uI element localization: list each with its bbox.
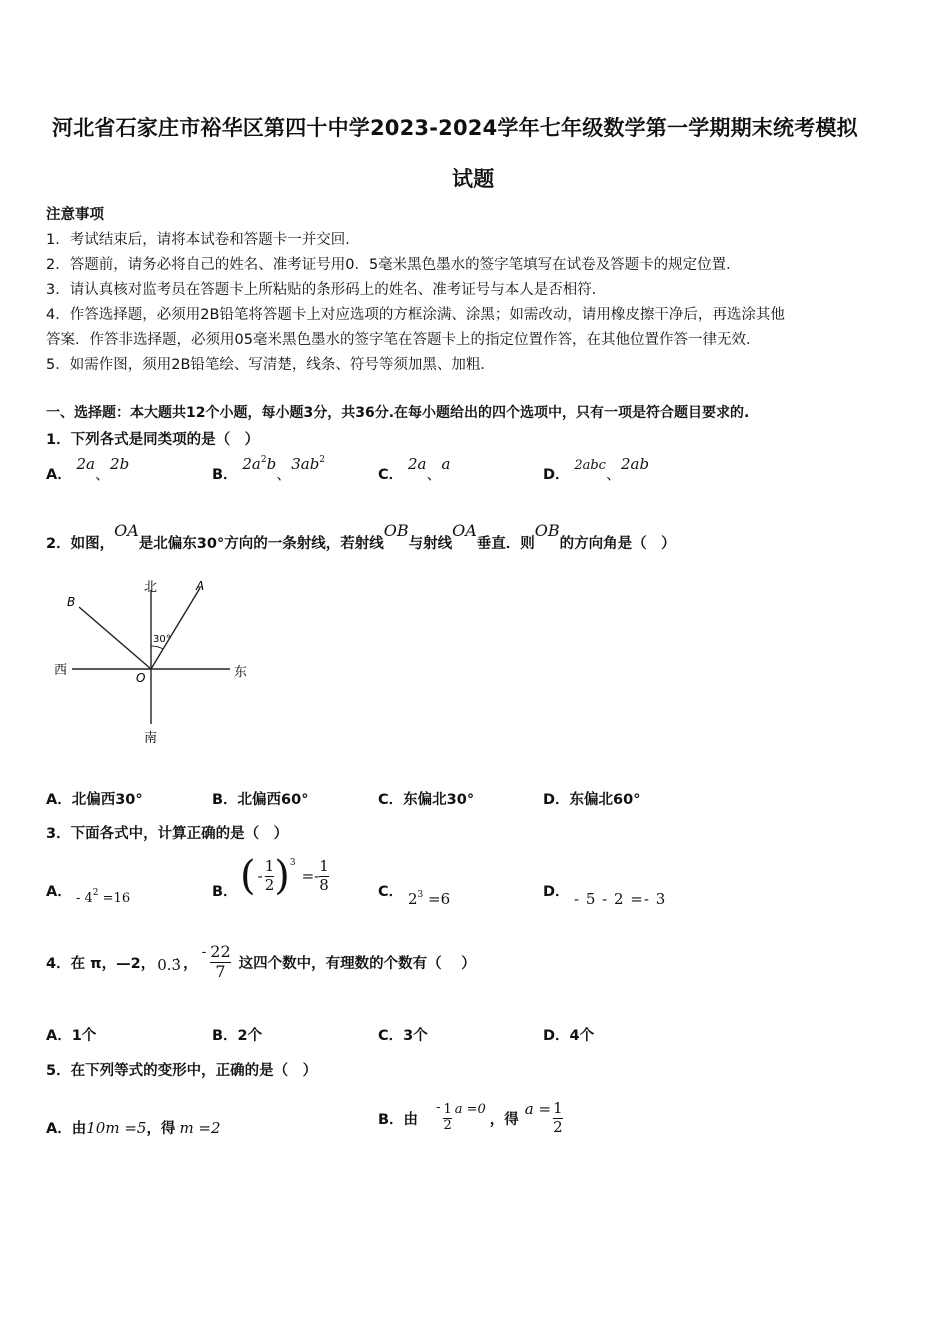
- q3-b-frac-den: 2: [264, 875, 275, 894]
- label-b: B: [67, 595, 76, 609]
- q2-ray-ob: OB: [383, 521, 409, 540]
- page-title: 河北省石家庄市裕华区第四十中学2023-2024学年七年级数学第一学期期末统考模拟: [52, 116, 858, 140]
- label-west: 西: [54, 663, 68, 678]
- q1-option-a[interactable]: [46, 455, 130, 484]
- q4-frac-num: 22: [210, 942, 231, 962]
- q2-option-d[interactable]: D．东偏北60°: [543, 792, 641, 808]
- q3-option-d-label: D．: [543, 884, 570, 900]
- q5-b-mid: ，得: [489, 1111, 519, 1128]
- angle-arc: [151, 646, 163, 649]
- q3-c-exp: 3: [417, 890, 424, 900]
- q1-a-term1: 2a: [76, 455, 96, 473]
- q4-frac: [210, 943, 230, 981]
- q4-stem-part2: 这四个数中，有理数的个数有（ ）: [238, 955, 476, 972]
- q1-d-term2: 2ab: [620, 455, 650, 473]
- q3-b-exp: 3: [289, 858, 296, 868]
- q3-a-result: =16: [98, 891, 131, 906]
- q1-option-b-label: B．: [212, 467, 238, 483]
- q1-b-term1a: 2a: [242, 455, 261, 473]
- q3-c-result: =6: [423, 890, 451, 908]
- q5-b-frac-den: 2: [443, 1117, 452, 1133]
- q1-d-sep: 、: [605, 465, 621, 483]
- q3-stem: 3．下面各式中，计算正确的是（ ）: [46, 826, 289, 842]
- q1-option-c-label: C．: [378, 467, 404, 483]
- q2-stem-part1: 2．如图，: [46, 536, 115, 552]
- notes-heading: 注意事项: [46, 207, 104, 223]
- q3-option-c-label: C．: [378, 884, 404, 900]
- q3-b-rparen: ): [274, 853, 290, 899]
- q2-option-a[interactable]: A．北偏西30°: [46, 792, 143, 808]
- q2-figure: [40, 570, 270, 755]
- q5-b-frac2-den: 2: [553, 1117, 563, 1136]
- label-o: O: [136, 671, 146, 685]
- q2-stem: [46, 521, 676, 553]
- q3-b-frac: [265, 858, 275, 894]
- q5-b-frac2: [553, 1100, 563, 1136]
- q5-b-frac: [443, 1103, 451, 1134]
- q2-stem-part2: 是北偏东30°方向的一条射线，若射线: [138, 536, 384, 552]
- q3-b-frac2-num: 1: [319, 857, 329, 876]
- q5-a-label: A．由: [46, 1121, 87, 1137]
- ray-oa: [151, 588, 200, 669]
- label-angle: 30°: [153, 634, 171, 645]
- label-north: 北: [144, 580, 158, 595]
- q4-option-a[interactable]: A．1个: [46, 1028, 97, 1044]
- q4-frac-den: 7: [215, 961, 226, 981]
- q3-b-lparen: (: [240, 853, 256, 899]
- q1-c-sep: 、: [426, 465, 442, 483]
- q1-b-sep: 、: [276, 465, 292, 483]
- q1-option-b[interactable]: [212, 455, 326, 484]
- q4-option-d[interactable]: D．4个: [543, 1028, 595, 1044]
- q1-c-term2: a: [441, 455, 451, 473]
- q2-ray-ob-2: OB: [534, 521, 560, 540]
- q1-b-term1b: b: [266, 455, 277, 473]
- label-south: 南: [144, 731, 158, 746]
- q5-option-a[interactable]: [46, 1117, 221, 1138]
- q5-b-frac-num: 1: [443, 1101, 452, 1117]
- ray-ob: [79, 607, 151, 669]
- q5-a-mid: ，得: [146, 1121, 176, 1137]
- q3-option-a-label: A．: [46, 884, 72, 900]
- note-item-4-cont: 答案．作答非选择题，必须用05毫米黑色墨水的签字笔在答题卡上的指定位置作答，在其他位置作答一律无效．: [46, 332, 761, 348]
- q1-b-term1-exp: 2: [260, 455, 267, 465]
- q2-option-c[interactable]: C．东偏北30°: [378, 792, 475, 808]
- note-item-1: 1．考试结束后，请将本试卷和答题卡一并交回．: [46, 232, 360, 248]
- q2-option-b[interactable]: B．北偏西60°: [212, 792, 309, 808]
- q4-repeating-decimal: 0.3̇: [157, 956, 182, 974]
- q1-option-d[interactable]: [543, 455, 650, 484]
- page-title-line2: 试题: [452, 167, 495, 191]
- q5-stem: 5．在下列等式的变形中，正确的是（ ）: [46, 1063, 318, 1079]
- q4-sep: ，: [183, 955, 198, 972]
- q3-option-b-label: B．: [212, 884, 238, 900]
- q5-a-eq2: m =2: [179, 1118, 221, 1137]
- q3-a-expr: [76, 888, 131, 906]
- q3-b-frac-num: 1: [264, 857, 275, 876]
- q4-stem: [46, 936, 476, 988]
- q4-neg: -: [201, 944, 207, 960]
- q5-b-neg: -: [436, 1100, 441, 1115]
- q3-b-eq: =-: [301, 867, 320, 885]
- q5-a-eq1: 10m =5: [86, 1118, 147, 1137]
- q1-a-sep: 、: [95, 465, 111, 483]
- q1-option-d-label: D．: [543, 467, 570, 483]
- section-heading: 一、选择题：本大题共12个小题，每小题3分，共36分.在每小题给出的四个选项中，只有一项是符合题目要求的.: [46, 405, 750, 421]
- q3-c-base: 2: [408, 890, 418, 908]
- q3-a-base: - 4: [76, 891, 93, 906]
- q3-b-frac2: [319, 858, 329, 894]
- q2-ray-oa-2: OA: [452, 521, 477, 540]
- q3-b-frac2-den: 8: [319, 875, 329, 894]
- q3-option-d[interactable]: [543, 880, 570, 901]
- note-item-2: 2．答题前，请务必将自己的姓名、准考证号用0．5毫米黑色墨水的签字笔填写在试卷及答题卡的规定位置．: [46, 257, 741, 273]
- q2-stem-part4: 垂直．则: [476, 536, 535, 552]
- q4-option-b[interactable]: B．2个: [212, 1028, 263, 1044]
- q5-b-label: B．由: [378, 1111, 419, 1128]
- note-item-3: 3．请认真核对监考员在答题卡上所粘贴的条形码上的姓名、准考证号与本人是否相符．: [46, 282, 607, 298]
- label-a: A: [196, 579, 205, 593]
- q3-a-exp: 2: [92, 888, 99, 898]
- q1-stem: 1．下列各式是同类项的是（ ）: [46, 432, 260, 448]
- note-item-5: 5．如需作图，须用2B铅笔绘、写清楚，线条、符号等须加黑、加粗．: [46, 357, 495, 373]
- q3-option-a[interactable]: [46, 880, 72, 901]
- q5-b-eq1: a =0: [454, 1102, 486, 1117]
- q2-stem-part5: 的方向角是（ ）: [559, 536, 676, 552]
- q1-a-term2: 2b: [110, 455, 130, 473]
- q5-b-eq2: a =: [524, 1100, 552, 1118]
- q3-b-expr: [240, 853, 329, 899]
- q3-option-c[interactable]: [378, 880, 403, 901]
- q3-b-neg: -: [257, 867, 263, 885]
- q3-d-expr: - 5 - 2 =- 3: [574, 890, 667, 908]
- q1-b-term2a: 3ab: [291, 455, 320, 473]
- q2-ray-oa: OA: [114, 521, 139, 540]
- q1-option-c[interactable]: [378, 455, 451, 484]
- q1-c-term1: 2a: [407, 455, 427, 473]
- q4-option-c[interactable]: C．3个: [378, 1028, 428, 1044]
- q1-b-term2-exp: 2: [319, 455, 326, 465]
- q5-b-frac2-num: 1: [553, 1099, 563, 1118]
- label-east: 东: [234, 665, 248, 680]
- q1-option-a-label: A．: [46, 467, 72, 483]
- q2-stem-part3: 与射线: [408, 536, 453, 552]
- q3-c-expr: [408, 890, 450, 908]
- note-item-4: 4．作答选择题，必须用2B铅笔将答题卡上对应选项的方框涂满、涂黑；如需改动，请用橡皮擦干净后，再选涂其他: [46, 307, 785, 323]
- q1-d-term1: 2abc: [574, 458, 606, 473]
- q4-stem-part1: 4．在 π，—2，: [46, 955, 156, 972]
- q5-option-b[interactable]: [378, 1094, 563, 1142]
- q3-option-b[interactable]: [212, 880, 238, 901]
